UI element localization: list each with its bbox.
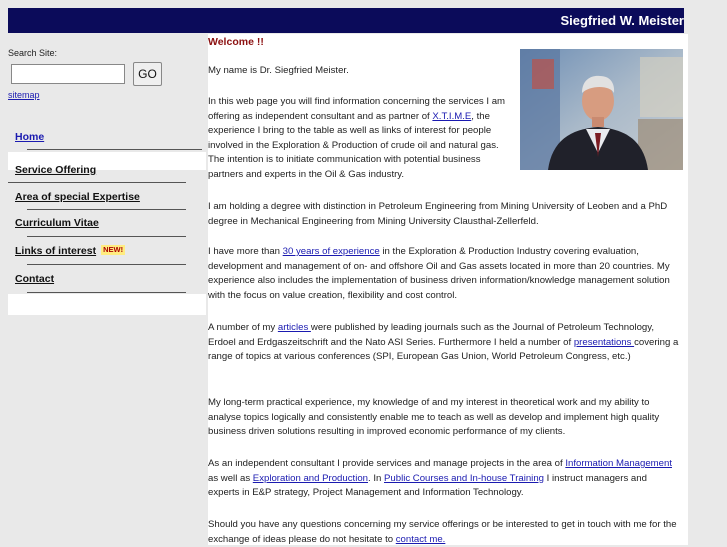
nav-divider (27, 264, 186, 265)
nav-area-of-expertise[interactable]: Area of special Expertise (15, 191, 140, 203)
consulting-paragraph (208, 457, 678, 501)
information-management-link[interactable]: Information Management (565, 458, 672, 469)
site-owner-name: Siegfried W. Meister (560, 13, 684, 28)
welcome-heading: Welcome !! (208, 36, 264, 48)
text: were published by leading journals such as the Journal of Petroleum Technology, Erdoel and Erdgaszeitschrift and the Nato ASI Series. Furthermore I held a number of (208, 322, 655, 348)
text: Should you have any questions concerning my service offerings or be interested to get in touch with me for the exchange of ideas please do not hesitate to (208, 519, 677, 545)
nav-contact[interactable]: Contact (15, 273, 55, 285)
text: In this web page you will find information concerning the services I am offering as independent consultant and as partner of (208, 96, 506, 122)
text: . In (368, 472, 384, 484)
main-content (208, 34, 688, 545)
xtime-link[interactable]: X.T.I.M.E (432, 110, 472, 122)
nav-divider (27, 292, 186, 293)
go-button[interactable]: GO (133, 62, 162, 86)
text: A number of my (208, 322, 278, 333)
text: I have more than (208, 246, 283, 257)
experience-paragraph (208, 245, 678, 303)
nav-links-of-interest[interactable]: Links of interest (15, 245, 97, 257)
exploration-production-link[interactable]: Exploration and Production (252, 472, 368, 484)
text: as well as (208, 472, 253, 484)
articles-link[interactable]: articles (277, 322, 311, 333)
sitemap-link[interactable]: sitemap (8, 90, 40, 100)
text: covering a range of topics at various conferences (SPI, European Gas Union, World Petroleum Congress, etc.) (208, 336, 679, 362)
nav-divider (27, 149, 202, 150)
site-header (8, 8, 684, 33)
sidebar-bottom-panel (8, 294, 206, 315)
text: As an independent consultant I provide services and manage projects in the area of (208, 458, 566, 469)
nav-service-offering[interactable]: Service Offering (15, 164, 97, 176)
text: in the Exploration & Production Industry covering evaluation, development and management of on- and offshore Oil and Gas assets located in more than 20 countries. My experience also includes the implementation of business driven information/knowledge management solution with the focus on value creation, flexibility and cost control. (208, 246, 670, 301)
sidebar (8, 34, 206, 315)
text: , the experience I bring to the table as well as links of interest for people involved in the Exploration & Production of crude oil and natural gas. The intention is to initiate communication with potential business partners and experts in the Oil & Gas industry. (208, 110, 499, 180)
nav-curriculum-vitae[interactable]: Curriculum Vitae (15, 217, 99, 229)
courses-training-link[interactable]: Public Courses and In-house Training (384, 472, 544, 484)
abilities-paragraph: My long-term practical experience, my knowledge of and my interest in theoretical work and my ability to analyse topics logically and consistently enable me to teach as well as develop and implement high quality business driven solutions resulting in improved economic performance of my clients. (208, 397, 660, 437)
text: I instruct managers and experts in E&P strategy, Project Management and Information Technology. (208, 472, 647, 498)
portrait-illustration (520, 49, 683, 170)
search-label: Search Site: (8, 48, 58, 58)
education-paragraph: I am holding a degree with distinction in Petroleum Engineering from Mining University of Leoben and a PhD degree in Mechanical Engineering from Mining University Clausthal-Zellerfeld. (208, 201, 668, 227)
nav-divider (27, 236, 186, 237)
nav-home[interactable]: Home (15, 131, 45, 143)
nav-divider (27, 209, 186, 210)
nav-divider (8, 182, 186, 183)
contact-me-link[interactable]: contact me. (395, 533, 446, 545)
experience-link[interactable]: 30 years of experience (282, 246, 380, 257)
services-paragraph (208, 95, 514, 182)
intro-paragraph: My name is Dr. Siegfried Meister. (208, 65, 349, 76)
contact-paragraph (208, 518, 684, 547)
new-badge: NEW! (103, 245, 124, 254)
nav-links-of-interest-wrap (15, 245, 125, 257)
publications-paragraph (208, 321, 680, 365)
search-input[interactable] (11, 64, 125, 84)
portrait-photo (520, 49, 683, 170)
presentations-link[interactable]: presentations (573, 336, 635, 348)
